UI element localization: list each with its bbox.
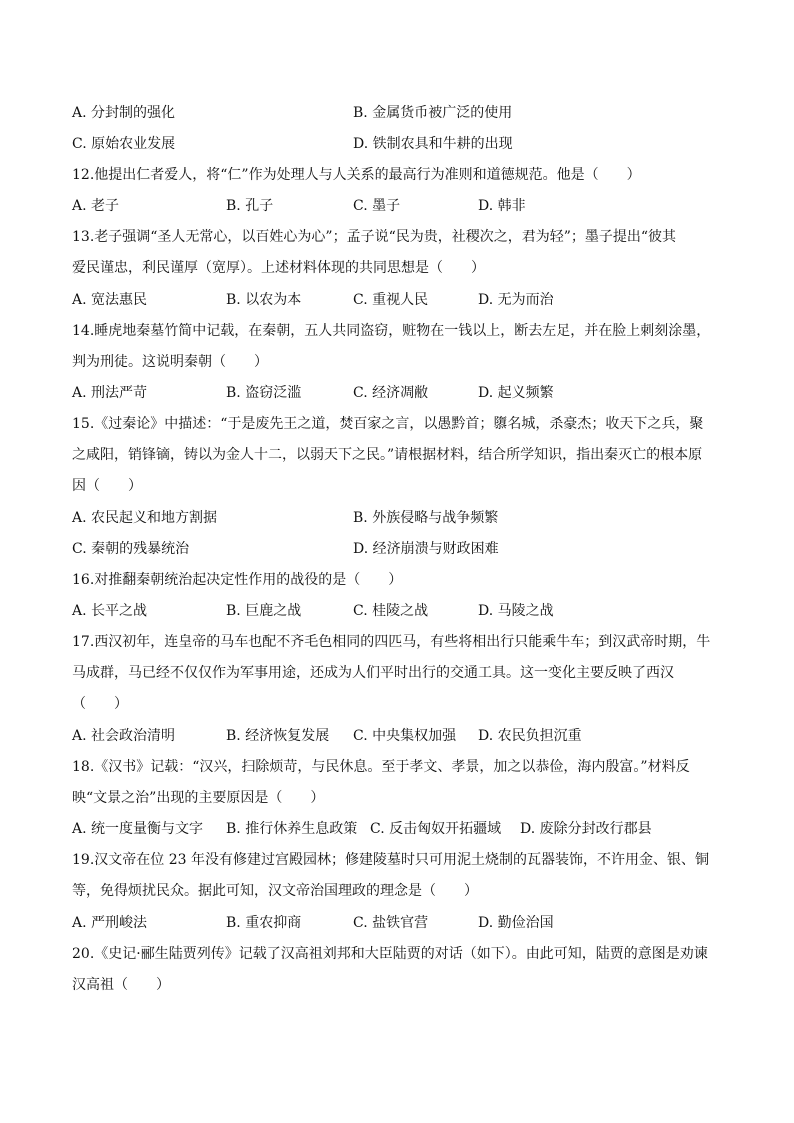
q14-option-b: B. 盗窃泛滥 <box>226 385 302 401</box>
q11-option-a: A. 分封制的强化 <box>72 105 176 121</box>
question-17-stem-line-3: （ ） <box>72 696 128 712</box>
q14-option-a: A. 刑法严苛 <box>72 385 148 401</box>
question-13-stem-line-2: 爱民谨忠，利民谨厚（宽厚）。上述材料体现的共同思想是（ ） <box>72 260 485 276</box>
q19-option-c: C. 盐铁官营 <box>353 915 429 931</box>
q18-option-b: B. 推行休养生息政策 <box>226 821 358 837</box>
question-20-stem-line-2: 汉高祖（ ） <box>72 977 170 993</box>
q16-option-c: C. 桂陵之战 <box>353 603 429 619</box>
q12-option-a: A. 老子 <box>72 198 120 214</box>
q17-option-c: C. 中央集权加强 <box>353 728 457 744</box>
q13-option-b: B. 以农为本 <box>226 292 302 308</box>
q16-option-b: B. 巨鹿之战 <box>226 603 302 619</box>
question-17-stem-line-1: 17.西汉初年，连皇帝的马车也配不齐毛色相同的四匹马，有些将相出行只能乘牛车；到汉武帝时期，牛 <box>72 634 711 650</box>
q12-option-c: C. 墨子 <box>353 198 401 214</box>
q12-option-b: B. 孔子 <box>226 198 274 214</box>
q15-option-c: C. 秦朝的残暴统治 <box>72 541 190 557</box>
question-15-stem-line-2: 之咸阳，销锋镝，铸以为金人十二，以弱天下之民。”请根据材料，结合所学知识，指出秦灭亡的根本原 <box>72 447 703 463</box>
question-16-stem: 16.对推翻秦朝统治起决定性作用的战役的是（ ） <box>72 572 403 588</box>
q13-option-c: C. 重视人民 <box>353 292 429 308</box>
q15-option-a: A. 农民起义和地方割据 <box>72 510 218 526</box>
q11-option-b: B. 金属货币被广泛的使用 <box>353 105 513 121</box>
q16-option-d: D. 马陵之战 <box>478 603 554 619</box>
q19-option-b: B. 重农抑商 <box>226 915 302 931</box>
q11-option-c: C. 原始农业发展 <box>72 136 176 152</box>
question-13-stem-line-1: 13.老子强调“圣人无常心，以百姓心为心”；孟子说“民为贵，社稷次之，君为轻”；墨子提出“彼其 <box>72 229 677 245</box>
question-19-stem-line-2: 等，免得烦扰民众。据此可知，汉文帝治国理政的理念是（ ） <box>72 883 478 899</box>
q12-option-d: D. 韩非 <box>478 198 526 214</box>
q15-option-b: B. 外族侵略与战争频繁 <box>353 510 499 526</box>
question-12-stem: 12.他提出仁者爱人，将“仁”作为处理人与人关系的最高行为准则和道德规范。他是（ ） <box>72 167 641 183</box>
question-18-stem-line-2: 映“文景之治”出现的主要原因是（ ） <box>72 790 325 806</box>
question-19-stem-line-1: 19.汉文帝在位 23 年没有修建过宫殿园林；修建陵墓时只可用泥土烧制的瓦器装饰，不许用金、银、铜 <box>72 852 709 868</box>
question-20-stem-line-1: 20.《史记·郦生陆贾列传》记载了汉高祖刘邦和大臣陆贾的对话（如下）。由此可知，陆贾的意图是劝谏 <box>72 946 708 962</box>
q17-option-a: A. 社会政治清明 <box>72 728 176 744</box>
q16-option-a: A. 长平之战 <box>72 603 148 619</box>
question-18-stem-line-1: 18.《汉书》记载：“汉兴，扫除烦苛，与民休息。至于孝文、孝景，加之以恭俭，海内殷富。”材料反 <box>72 759 690 775</box>
question-15-stem-line-1: 15.《过秦论》中描述：“于是废先王之道，焚百家之言，以愚黔首；隳名城，杀豪杰；收天下之兵，聚 <box>72 416 704 432</box>
question-15-stem-line-3: 因（ ） <box>72 478 142 494</box>
q11-option-d: D. 铁制农具和牛耕的出现 <box>353 136 513 152</box>
q15-option-d: D. 经济崩溃与财政困难 <box>353 541 499 557</box>
q13-option-a: A. 宽法惠民 <box>72 292 148 308</box>
question-17-stem-line-2: 马成群，马已经不仅仅作为军事用途，还成为人们平时出行的交通工具。这一变化主要反映了西汉 <box>72 665 674 681</box>
question-14-stem-line-2: 判为刑徒。这说明秦朝（ ） <box>72 354 268 370</box>
question-14-stem-line-1: 14.睡虎地秦墓竹简中记载，在秦朝，五人共同盗窃，赃物在一钱以上，断去左足，并在脸上刺刻涂墨， <box>72 323 711 339</box>
q19-option-d: D. 勤俭治国 <box>478 915 554 931</box>
q13-option-d: D. 无为而治 <box>478 292 554 308</box>
q18-option-c: C. 反击匈奴开拓疆域 <box>370 821 502 837</box>
q14-option-c: C. 经济凋敝 <box>353 385 429 401</box>
q19-option-a: A. 严刑峻法 <box>72 915 148 931</box>
q18-option-a: A. 统一度量衡与文字 <box>72 821 204 837</box>
q14-option-d: D. 起义频繁 <box>478 385 554 401</box>
q18-option-d: D. 废除分封改行郡县 <box>520 821 652 837</box>
q17-option-b: B. 经济恢复发展 <box>226 728 330 744</box>
q17-option-d: D. 农民负担沉重 <box>478 728 582 744</box>
